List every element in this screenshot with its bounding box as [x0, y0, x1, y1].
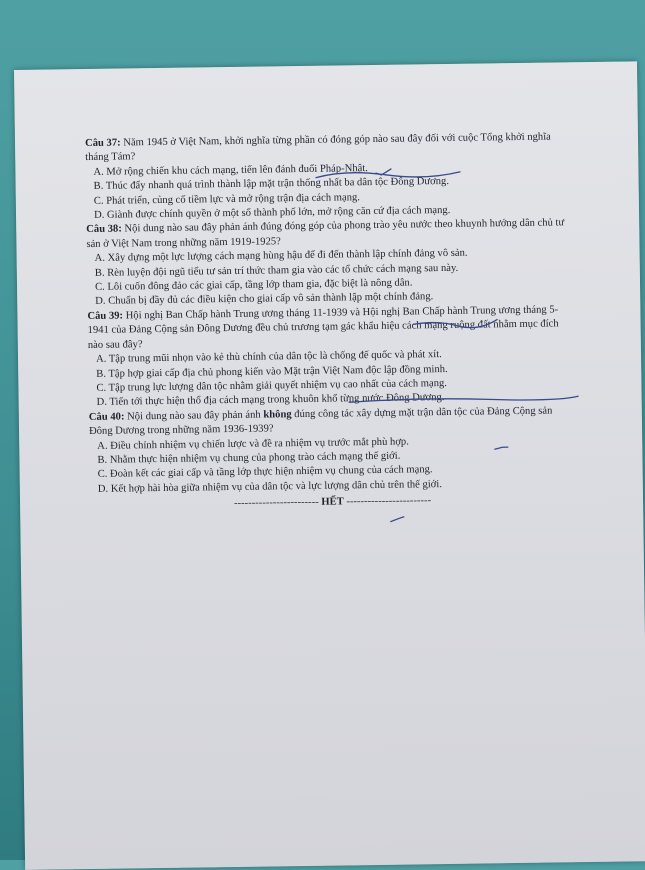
question-label: Câu 37: — [84, 137, 121, 150]
question-39 — [87, 303, 573, 353]
option-c: C. Lôi cuốn đông đảo các giai cấp, tầng lớp tham gia, đặc biệt là nông dân. — [94, 277, 413, 293]
end-word: HẾT — [321, 496, 344, 508]
end-dashes-right: ------------------------ — [346, 495, 432, 508]
option-b: B. Nhằm thực hiện nhiệm vụ chung của phong trào cách mạng thế giới. — [97, 450, 401, 466]
question-text-part: đúng công tác xây dựng mặt trận dân tộc của Đảng Cộng sản Đông Dương trong những năm 1936-1939? — [88, 405, 553, 438]
question-text: Năm 1945 ở Việt Nam, khởi nghĩa từng phần có đóng góp nào sau đây đối với cuộc Tổng khởi nghĩa tháng Tám? — [85, 131, 551, 164]
option-b: B. Thúc đẩy nhanh quá trình thành lập mặt trận thống nhất ba dân tộc Đông Dương. — [93, 176, 450, 193]
question-label: Câu 38: — [86, 223, 122, 236]
option-b: B. Tập hợp giai cấp địa chủ phong kiến vào Mặt trận Việt Nam độc lập đồng minh. — [96, 363, 448, 380]
option-d: D. Kết hợp hài hòa giữa nhiệm vụ của dân tộc và lực lượng dân chủ trên thế giới. — [97, 478, 443, 495]
option-d: D. Chuẩn bị đầy đủ các điều kiện cho giai cấp vô sản thành lập một chính đảng. — [95, 291, 434, 308]
end-dashes-left: ------------------------ — [233, 496, 319, 510]
option-c: C. Tập trung lực lượng dân tộc nhằm giải quyết nhiệm vụ cao nhất của cách mạng. — [96, 377, 447, 394]
option-c: C. Đoàn kết các giai cấp và tầng lớp thực hiện nhiệm vụ chung của cách mạng. — [97, 464, 433, 481]
option-a: A. Tập trung mũi nhọn vào kẻ thù chính của dân tộc là chống đế quốc và phát xít. — [95, 349, 442, 365]
question-text: Hội nghị Ban Chấp hành Trung ương tháng 11-1939 và Hội nghị Ban Chấp hành Trung ương tháng 5-1941 của Đảng Cộng sản Đông Dương đều chủ trương tạm gác khẩu hiệu cách mạng ruộng đất nhằm mục đích nào sau đây? — [87, 304, 559, 351]
question-text: Nội dung nào sau đây phản ánh đúng đóng góp của phong trào yêu nước theo khuynh hướng dân chủ tư sản ở Việt Nam trong những năm 1919-1925? — [86, 217, 565, 250]
exam-paper-sheet — [14, 61, 645, 870]
question-label: Câu 39: — [87, 310, 124, 322]
option-a: A. Mở rộng chiến khu cách mạng, tiến lên đánh đuổi Pháp-Nhật. — [93, 162, 369, 178]
exam-content — [85, 130, 575, 524]
question-label: Câu 40: — [88, 411, 125, 423]
question-text-part: Nội dung nào sau đây phản ánh — [127, 409, 264, 423]
option-b: B. Rèn luyện đội ngũ tiểu tư sản trí thức tham gia vào các tổ chức cách mạng sau này. — [94, 262, 459, 279]
option-c: C. Phát triển, củng cố tiềm lực và mở rộng trận địa cách mạng. — [93, 191, 360, 207]
option-a: A. Xây dựng một lực lượng cách mạng hùng hậu để đi đến thành lập chính đảng vô sản. — [94, 247, 468, 265]
option-d: D. Tiến tới thực hiện thổ địa cách mạng trong khuôn khổ từng nước Đông Dương. — [96, 392, 445, 409]
option-a: A. Điều chỉnh nhiệm vụ chiến lược và đề ra nhiệm vụ trước mắt phù hợp. — [97, 436, 409, 452]
question-emphasis: không — [263, 408, 292, 421]
option-d: D. Giành được chính quyền ở một số thành phố lớn, mở rộng căn cứ địa cách mạng. — [93, 204, 451, 221]
